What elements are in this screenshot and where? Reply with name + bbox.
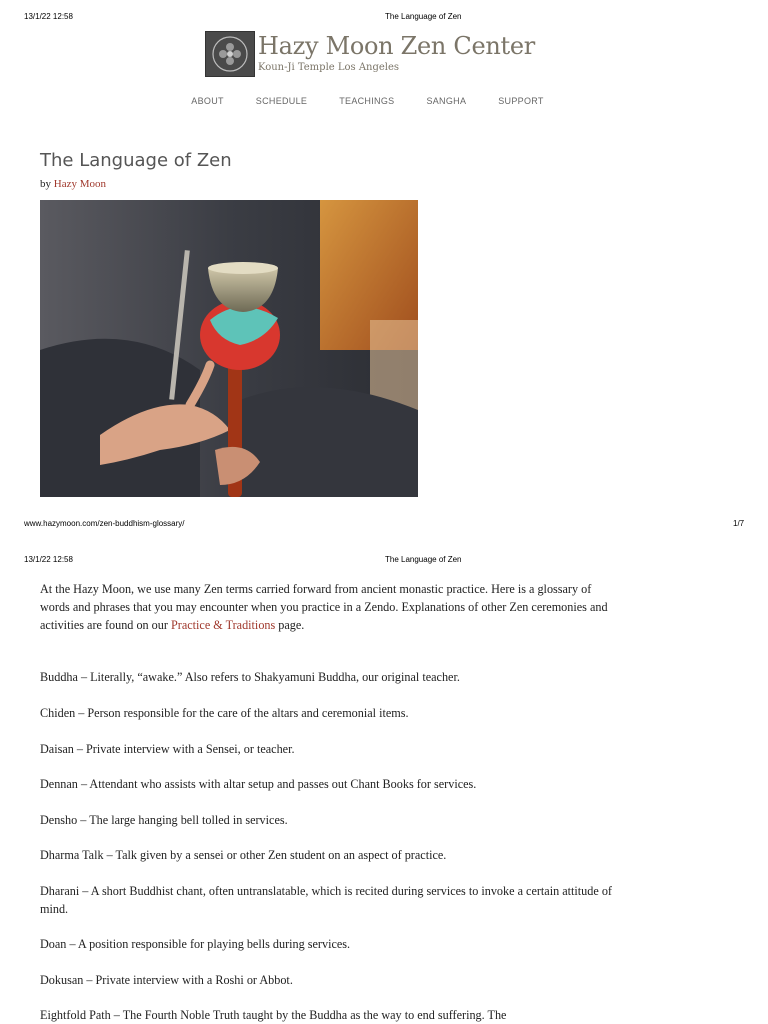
nav-support[interactable]: SUPPORT	[498, 96, 544, 106]
glossary-entry-dharani: Dharani – A short Buddhist chant, often untranslatable, which is recited during services to invoke a certain attitude of mind.	[40, 884, 612, 916]
glossary-entry-densho: Densho – The large hanging bell tolled in services.	[40, 813, 288, 827]
print-doc-title: The Language of Zen	[385, 12, 462, 21]
glossary-entry-dokusan: Dokusan – Private interview with a Roshi or Abbot.	[40, 973, 293, 987]
site-name[interactable]: Hazy Moon Zen Center	[258, 32, 535, 60]
main-nav	[0, 96, 735, 106]
print-url: www.hazymoon.com/zen-buddhism-glossary/	[24, 519, 185, 528]
glossary-entry-chiden: Chiden – Person responsible for the care of the altars and ceremonial items.	[40, 706, 409, 720]
nav-about[interactable]: ABOUT	[191, 96, 224, 106]
print-datetime-page2: 13/1/22 12:58	[24, 555, 73, 564]
intro-text: At the Hazy Moon, we use many Zen terms carried forward from ancient monastic practice. Here is a glossary of words and phrases that you may encounter when you practice in a Zendo. Explanations of other Zen ceremonies and activities are found on our	[40, 582, 608, 632]
print-datetime: 13/1/22 12:58	[24, 12, 73, 21]
intro-paragraph	[40, 580, 620, 634]
glossary-entry-buddha: Buddha – Literally, “awake.” Also refers to Shakyamuni Buddha, our original teacher.	[40, 670, 460, 684]
glossary-entry-eightfold-path: Eightfold Path – The Fourth Noble Truth taught by the Buddha as the way to end suffering. The	[40, 1008, 507, 1022]
hero-image	[40, 200, 418, 497]
by-label: by	[40, 178, 51, 190]
print-doc-title-page2: The Language of Zen	[385, 555, 462, 564]
glossary-entry-dennan: Dennan – Attendant who assists with altar setup and passes out Chant Books for services.	[40, 777, 477, 791]
print-page-number: 1/7	[733, 519, 745, 528]
practice-traditions-link[interactable]: Practice & Traditions	[170, 618, 276, 632]
author-link[interactable]: Hazy Moon	[53, 178, 106, 190]
site-subtitle: Koun-Ji Temple Los Angeles	[258, 62, 400, 73]
nav-sangha[interactable]: SANGHA	[426, 96, 467, 106]
nav-schedule[interactable]: SCHEDULE	[255, 96, 308, 106]
nav-teachings[interactable]: TEACHINGS	[339, 96, 395, 106]
site-header	[205, 31, 535, 77]
byline	[40, 178, 106, 190]
glossary-entry-dharma-talk: Dharma Talk – Talk given by a sensei or other Zen student on an aspect of practice.	[40, 848, 447, 862]
family-crest-icon[interactable]	[205, 31, 255, 77]
glossary-entry-daisan: Daisan – Private interview with a Sensei, or teacher.	[40, 742, 295, 756]
brand[interactable]	[258, 31, 535, 74]
glossary-entry-doan: Doan – A position responsible for playing bells during services.	[40, 937, 351, 951]
intro-text-end: page.	[275, 618, 305, 632]
page-title: The Language of Zen	[40, 150, 232, 171]
